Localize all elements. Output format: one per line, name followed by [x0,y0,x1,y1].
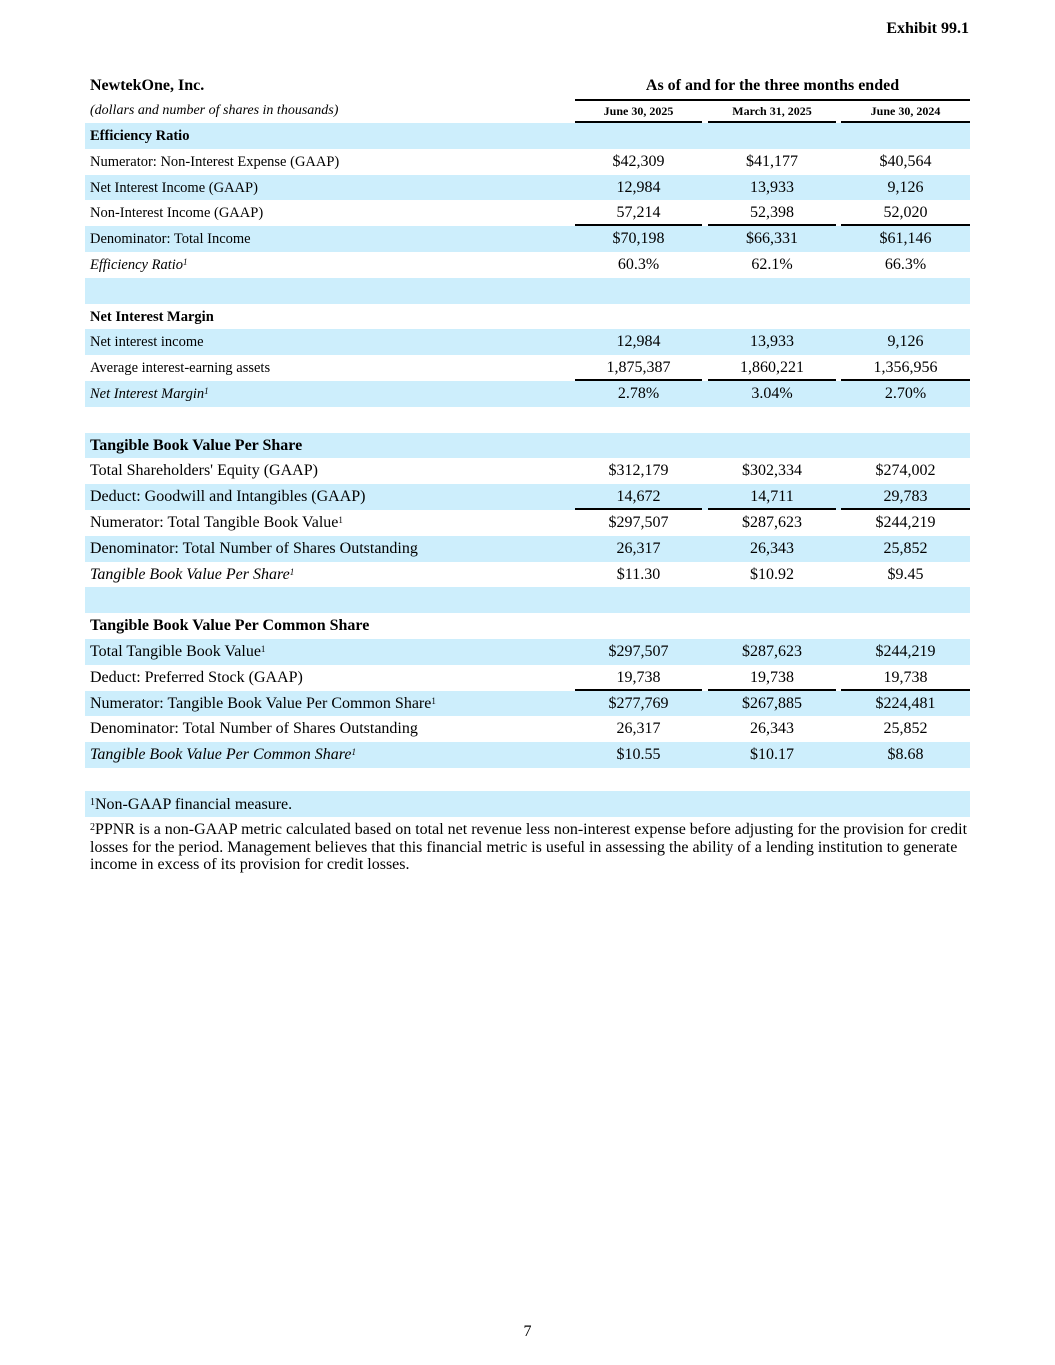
value-cell: 19,738 [708,665,836,691]
value-cell: $66,331 [746,230,798,248]
table-row [85,742,970,768]
value-cell [841,587,970,613]
table-row [85,252,970,278]
row-label-text: Efficiency Ratio [90,256,184,273]
table-row [85,433,970,459]
value-cell: 3.04% [751,384,793,402]
value-cell [708,407,836,433]
value-cell: $40,564 [879,152,932,170]
value-cell [575,123,702,149]
footnote-ref: 1 [351,747,356,758]
value-cell: 52,398 [708,200,836,226]
spacer-row [85,407,970,433]
value-cell: 25,852 [883,539,928,557]
footnote-ref: 1 [260,643,266,654]
value-cell [708,304,836,330]
row-label [90,691,436,717]
row-label-text: Non-Interest Income (GAAP) [90,205,264,222]
row-label [90,562,294,588]
value-cell [708,768,836,794]
row-label [90,226,251,252]
row-label [90,665,303,691]
spacer-row [85,768,970,794]
row-label [90,742,356,768]
table-row [85,562,970,588]
row-label [90,355,270,381]
row-label-text: Total Shareholders' Equity (GAAP) [90,462,318,480]
units-note: (dollars and number of shares in thousands) [90,103,339,118]
row-label [90,536,418,562]
value-cell: $297,507 [608,513,669,531]
footnote-ref: 1 [204,385,209,396]
value-cell [841,407,970,433]
row-label [90,639,265,665]
spacer-row [85,278,970,304]
value-cell: 1,356,956 [841,355,970,381]
row-label-text: Numerator: Total Tangible Book Value [90,513,339,531]
value-cell [575,613,702,639]
value-cell: 26,343 [750,720,794,738]
value-cell: $10.17 [750,746,794,764]
footnote-mark: 2 [90,822,95,833]
company-name: NewtekOne, Inc. [90,77,205,94]
row-label [90,304,214,330]
footnote-text: PPNR is a non-GAAP metric calculated based on total net revenue less non-interest expense before adjusting for the provision for credit losses for the period. Management believes that this financial metric is useful in assessing the ability of a lending institution to generate income in excess of its provision for credit losses. [90,821,968,873]
row-label-text: Denominator: Total Number of Shares Outstanding [90,720,418,738]
value-cell [575,407,702,433]
value-cell: 13,933 [750,178,794,196]
value-cell: 19,738 [575,665,702,691]
value-cell: 62.1% [751,255,793,273]
row-label [90,175,258,201]
row-label [90,433,302,459]
table-row [85,613,970,639]
value-cell: $287,623 [742,513,802,531]
table-row [85,484,970,510]
value-cell [841,278,970,304]
value-cell: 26,317 [616,720,661,738]
row-label [90,200,263,226]
value-cell: 9,126 [887,333,924,351]
value-cell [575,304,702,330]
value-cell: $10.55 [616,746,661,764]
value-cell [708,278,836,304]
row-label-text: Net interest income [90,334,204,351]
column-header: March 31, 2025 [708,104,836,123]
table-row [85,304,970,330]
value-cell: $302,334 [742,462,802,480]
row-label-text: Denominator: Total Number of Shares Outstanding [90,539,418,557]
value-cell [841,613,970,639]
row-label [90,329,204,355]
table-row [85,381,970,407]
value-cell: 14,672 [575,484,702,510]
row-label-text: Deduct: Preferred Stock (GAAP) [90,668,303,686]
value-cell: 52,020 [841,200,970,226]
value-cell: $287,623 [742,642,802,660]
column-header: June 30, 2025 [575,104,702,123]
value-cell: $224,481 [875,694,936,712]
row-label-text: Net Interest Income (GAAP) [90,179,258,196]
table-row [85,639,970,665]
value-cell [708,613,836,639]
value-cell [841,304,970,330]
row-label-text: Deduct: Goodwill and Intangibles (GAAP) [90,488,366,506]
value-cell: $8.68 [887,746,924,764]
table-row [85,458,970,484]
footnote-ref: 1 [289,566,295,577]
table-row [85,123,970,149]
value-cell [708,123,836,149]
footnote-2 [90,821,970,874]
value-cell: 12,984 [616,178,661,196]
value-cell: 26,343 [750,539,794,557]
row-label [90,149,339,175]
value-cell: 25,852 [883,720,928,738]
value-cell [575,768,702,794]
value-cell [575,278,702,304]
value-cell: 14,711 [708,484,836,510]
table-row [85,691,970,717]
column-header: June 30, 2024 [841,104,970,123]
row-label-text: Efficiency Ratio [90,128,190,144]
table-row [85,226,970,252]
value-cell: $267,885 [742,694,802,712]
value-cell [575,433,702,459]
value-cell [841,433,970,459]
footnote-ref: 1 [183,256,188,267]
value-cell: $274,002 [875,462,936,480]
table-row [85,149,970,175]
exhibit-label: Exhibit 99.1 [886,20,969,37]
non-gaap-reconciliation-table [85,75,970,794]
row-label-text: Net Interest Margin [90,308,214,325]
footnote-ref: 1 [338,514,343,525]
footnote-ref: 1 [431,695,436,706]
value-cell: $10.92 [750,565,794,583]
row-label-text: Numerator: Non-Interest Expense (GAAP) [90,153,340,170]
value-cell [841,123,970,149]
row-label-text: Tangible Book Value Per Share [90,436,303,454]
value-cell: 1,875,387 [575,355,702,381]
row-label [90,381,209,407]
row-label [90,484,366,510]
row-label [90,458,318,484]
value-cell: 60.3% [617,255,660,273]
spacer-row [85,587,970,613]
row-label-text: Total Tangible Book Value [90,642,261,660]
value-cell: 9,126 [887,178,924,196]
row-label-text: Tangible Book Value Per Common Share [90,617,370,635]
value-cell: $312,179 [608,462,669,480]
row-label [90,716,418,742]
footnote-1 [85,791,970,817]
row-label-text: Net Interest Margin [90,385,205,402]
footnote-text: Non-GAAP financial measure. [95,796,293,813]
column-header-row [85,99,970,123]
table-row [85,329,970,355]
row-label-text: Denominator: Total Income [90,231,251,248]
table-row [85,716,970,742]
row-label-text: Average interest-earning assets [90,360,271,377]
value-cell: 13,933 [750,333,794,351]
row-label [90,123,189,149]
period-span-header: As of and for the three months ended [575,77,970,101]
value-cell: $42,309 [612,152,665,170]
value-cell: 29,783 [841,484,970,510]
table-row [85,175,970,201]
row-label-text: Tangible Book Value Per Share [90,565,290,583]
value-cell: $9.45 [887,565,924,583]
row-label [90,613,369,639]
value-cell: $244,219 [875,513,936,531]
value-cell: 19,738 [841,665,970,691]
row-label [90,252,188,278]
value-cell [708,587,836,613]
value-cell: 2.70% [884,384,927,402]
value-cell: $277,769 [608,694,669,712]
row-label-text: Tangible Book Value Per Common Share [90,746,352,764]
value-cell: $41,177 [746,152,798,170]
value-cell [708,433,836,459]
value-cell: 57,214 [575,200,702,226]
value-cell [575,587,702,613]
value-cell: 66.3% [884,255,927,273]
value-cell: $11.30 [616,565,661,583]
value-cell: 2.78% [617,384,660,402]
value-cell: 1,860,221 [708,355,836,381]
row-label [90,510,343,536]
table-row [85,536,970,562]
value-cell: $70,198 [612,230,665,248]
table-row [85,510,970,536]
value-cell: 26,317 [616,539,661,557]
table-header-row [85,75,970,99]
row-label-text: Numerator: Tangible Book Value Per Common Share [90,694,432,712]
footnote-mark: 1 [90,797,95,808]
table-row [85,355,970,381]
value-cell [841,768,970,794]
value-cell: $61,146 [879,230,932,248]
value-cell: $244,219 [875,642,936,660]
table-row [85,665,970,691]
value-cell: $297,507 [608,642,669,660]
value-cell: 12,984 [616,333,661,351]
table-row [85,200,970,226]
page-number: 7 [523,1323,532,1340]
